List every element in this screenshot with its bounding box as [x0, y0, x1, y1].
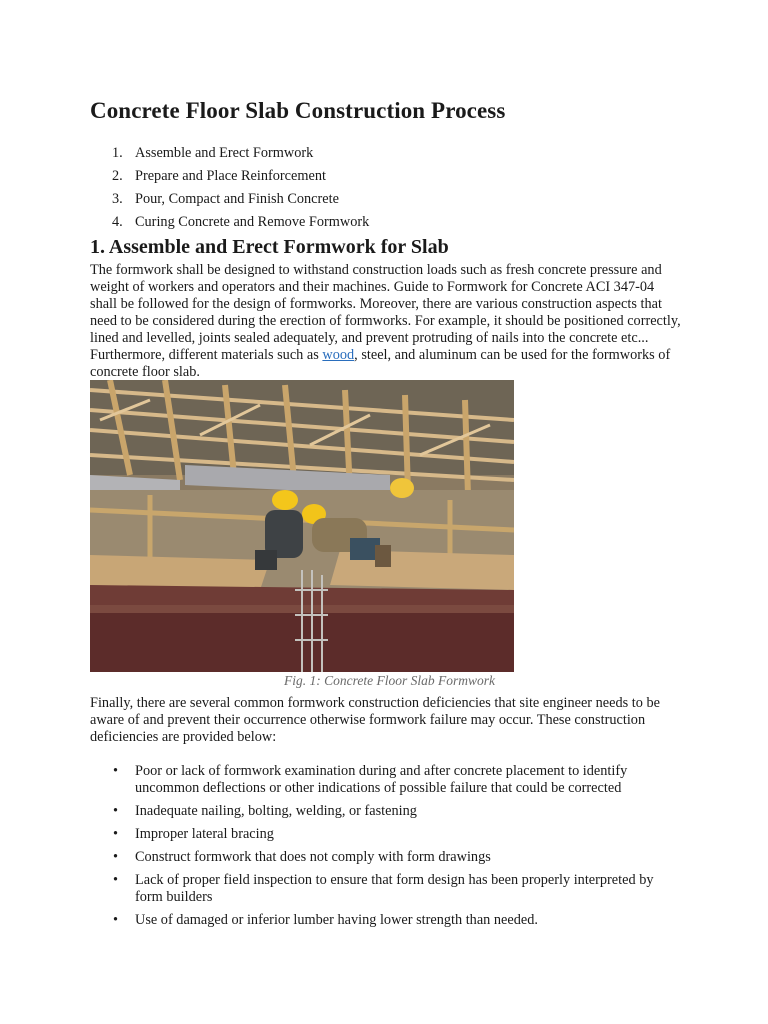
- list-item: • Improper lateral bracing: [90, 826, 682, 843]
- section-paragraph: Finally, there are several common formwork construction deficiencies that site engineer needs to be aware of and prevent their occurrence otherwise formwork failure may occur. These construction deficiencies are provided below:: [90, 695, 660, 745]
- section-heading: 1. Assemble and Erect Formwork for Slab: [90, 236, 449, 258]
- toc-item-label: Prepare and Place Reinforcement: [135, 168, 326, 184]
- table-of-contents: [90, 143, 369, 235]
- toc-item: [90, 166, 369, 189]
- deficiencies-list: [90, 763, 682, 935]
- list-item: • Poor or lack of formwork examination during and after concrete placement to identify uncommon deflections or other indications of possible failure that could be corrected: [90, 763, 682, 797]
- paragraph-text: , steel, and aluminum can be used for the formworks of concrete floor slab.: [90, 347, 671, 380]
- formwork-photo: [90, 380, 514, 672]
- toc-item: [90, 212, 369, 235]
- section-paragraph: [90, 262, 682, 381]
- wood-link[interactable]: wood: [322, 347, 355, 363]
- toc-item-number: 1.: [112, 145, 123, 161]
- toc-item-number: 3.: [112, 191, 123, 207]
- toc-item-label: Pour, Compact and Finish Concrete: [135, 191, 339, 207]
- list-item: • Construct formwork that does not comply with form drawings: [90, 849, 682, 866]
- list-item: • Lack of proper field inspection to ensure that form design has been properly interpreted by form builders: [90, 872, 682, 906]
- toc-item: [90, 189, 369, 212]
- toc-item-number: 4.: [112, 214, 123, 230]
- toc-item-label: Curing Concrete and Remove Formwork: [135, 214, 370, 230]
- toc-item-number: 2.: [112, 168, 123, 184]
- toc-item-label: Assemble and Erect Formwork: [135, 145, 314, 161]
- toc-item: [90, 143, 369, 166]
- paragraph-text: The formwork shall be designed to withstand construction loads such as fresh concrete pressure and weight of workers and operators and their machines. Guide to Formwork for Concrete ACI 347-04 shall be followed for the design of formworks. Moreover, there are various construction aspects that need to be considered during the erection of formworks. For example, it should be positioned correctly, lined and levelled, joints sealed adequately, and prevent protruding of nails into the concrete etc... Furthermore, different materials such as: [90, 262, 681, 363]
- page-title: Concrete Floor Slab Construction Process: [90, 98, 506, 123]
- list-item: • Inadequate nailing, bolting, welding, or fastening: [90, 803, 682, 820]
- list-item: • Use of damaged or inferior lumber having lower strength than needed.: [90, 912, 682, 929]
- figure-caption: Fig. 1: Concrete Floor Slab Formwork: [284, 673, 495, 688]
